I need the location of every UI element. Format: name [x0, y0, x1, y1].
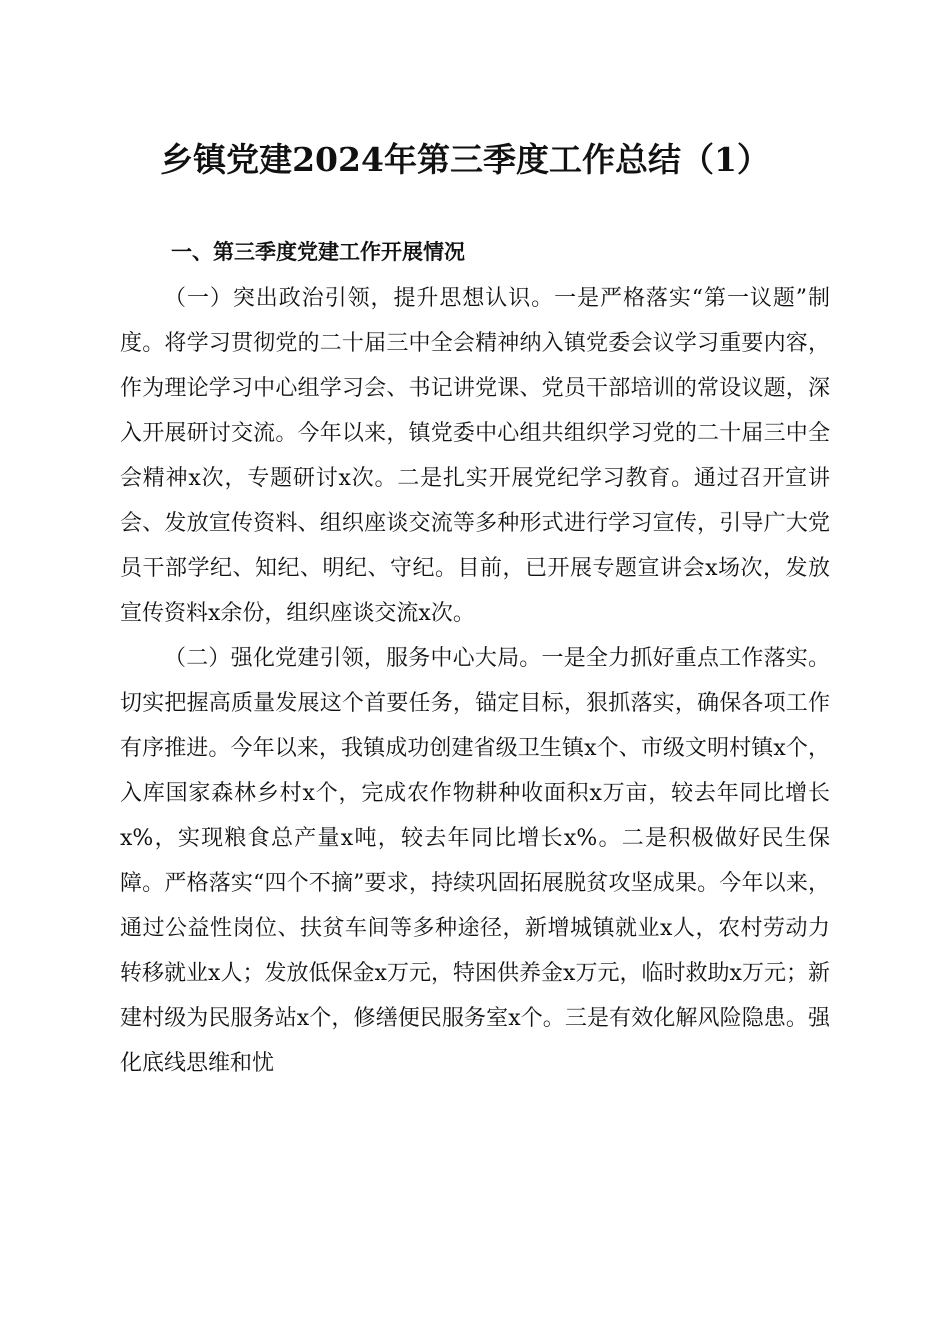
paragraph-1 — [120, 276, 830, 636]
paragraph-2 — [120, 636, 830, 1086]
paragraph-2-lead: （二）强化党建引领，服务中心大局。 — [164, 646, 542, 671]
document-title: 乡镇党建2024年第三季度工作总结（1） — [160, 140, 770, 179]
document-body — [120, 276, 830, 1086]
section-heading: 一、第三季度党建工作开展情况 — [171, 240, 465, 264]
paragraph-1-text: 一是严格落实“第一议题”制度。将学习贯彻党的二十届三中全会精神纳入镇党委会议学习重要内容，作为理论学习中心组学习会、书记讲党课、党员干部培训的常设议题，深入开展研讨交流。今年以来，镇党委中心组共组织学习党的二十届三中全会精神x次，专题研讨x次。二是扎实开展党纪学习教育。通过召开宣讲会、发放宣传资料、组织座谈交流等多种形式进行学习宣传，引导广大党员干部学纪、知纪、明纪、守纪。目前，已开展专题宣讲会x场次，发放宣传资料x余份，组织座谈交流x次。 — [120, 286, 830, 626]
paragraph-2-text: 一是全力抓好重点工作落实。切实把握高质量发展这个首要任务，锚定目标，狠抓落实，确保各项工作有序推进。今年以来，我镇成功创建省级卫生镇x个、市级文明村镇x个，入库国家森林乡村x个，完成农作物耕种收面积x万亩，较去年同比增长x%，实现粮食总产量x吨，较去年同比增长x%。二是积极做好民生保障。严格落实“四个不摘”要求，持续巩固拓展脱贫攻坚成果。今年以来，通过公益性岗位、扶贫车间等多种途径，新增城镇就业x人，农村劳动力转移就业x人；发放低保金x万元，特困供养金x万元，临时救助x万元；新建村级为民服务站x个，修缮便民服务室x个。三是有效化解风险隐患。强化底线思维和忧 — [120, 646, 830, 1076]
paragraph-1-lead: （一）突出政治引领，提升思想认识。 — [164, 286, 555, 311]
